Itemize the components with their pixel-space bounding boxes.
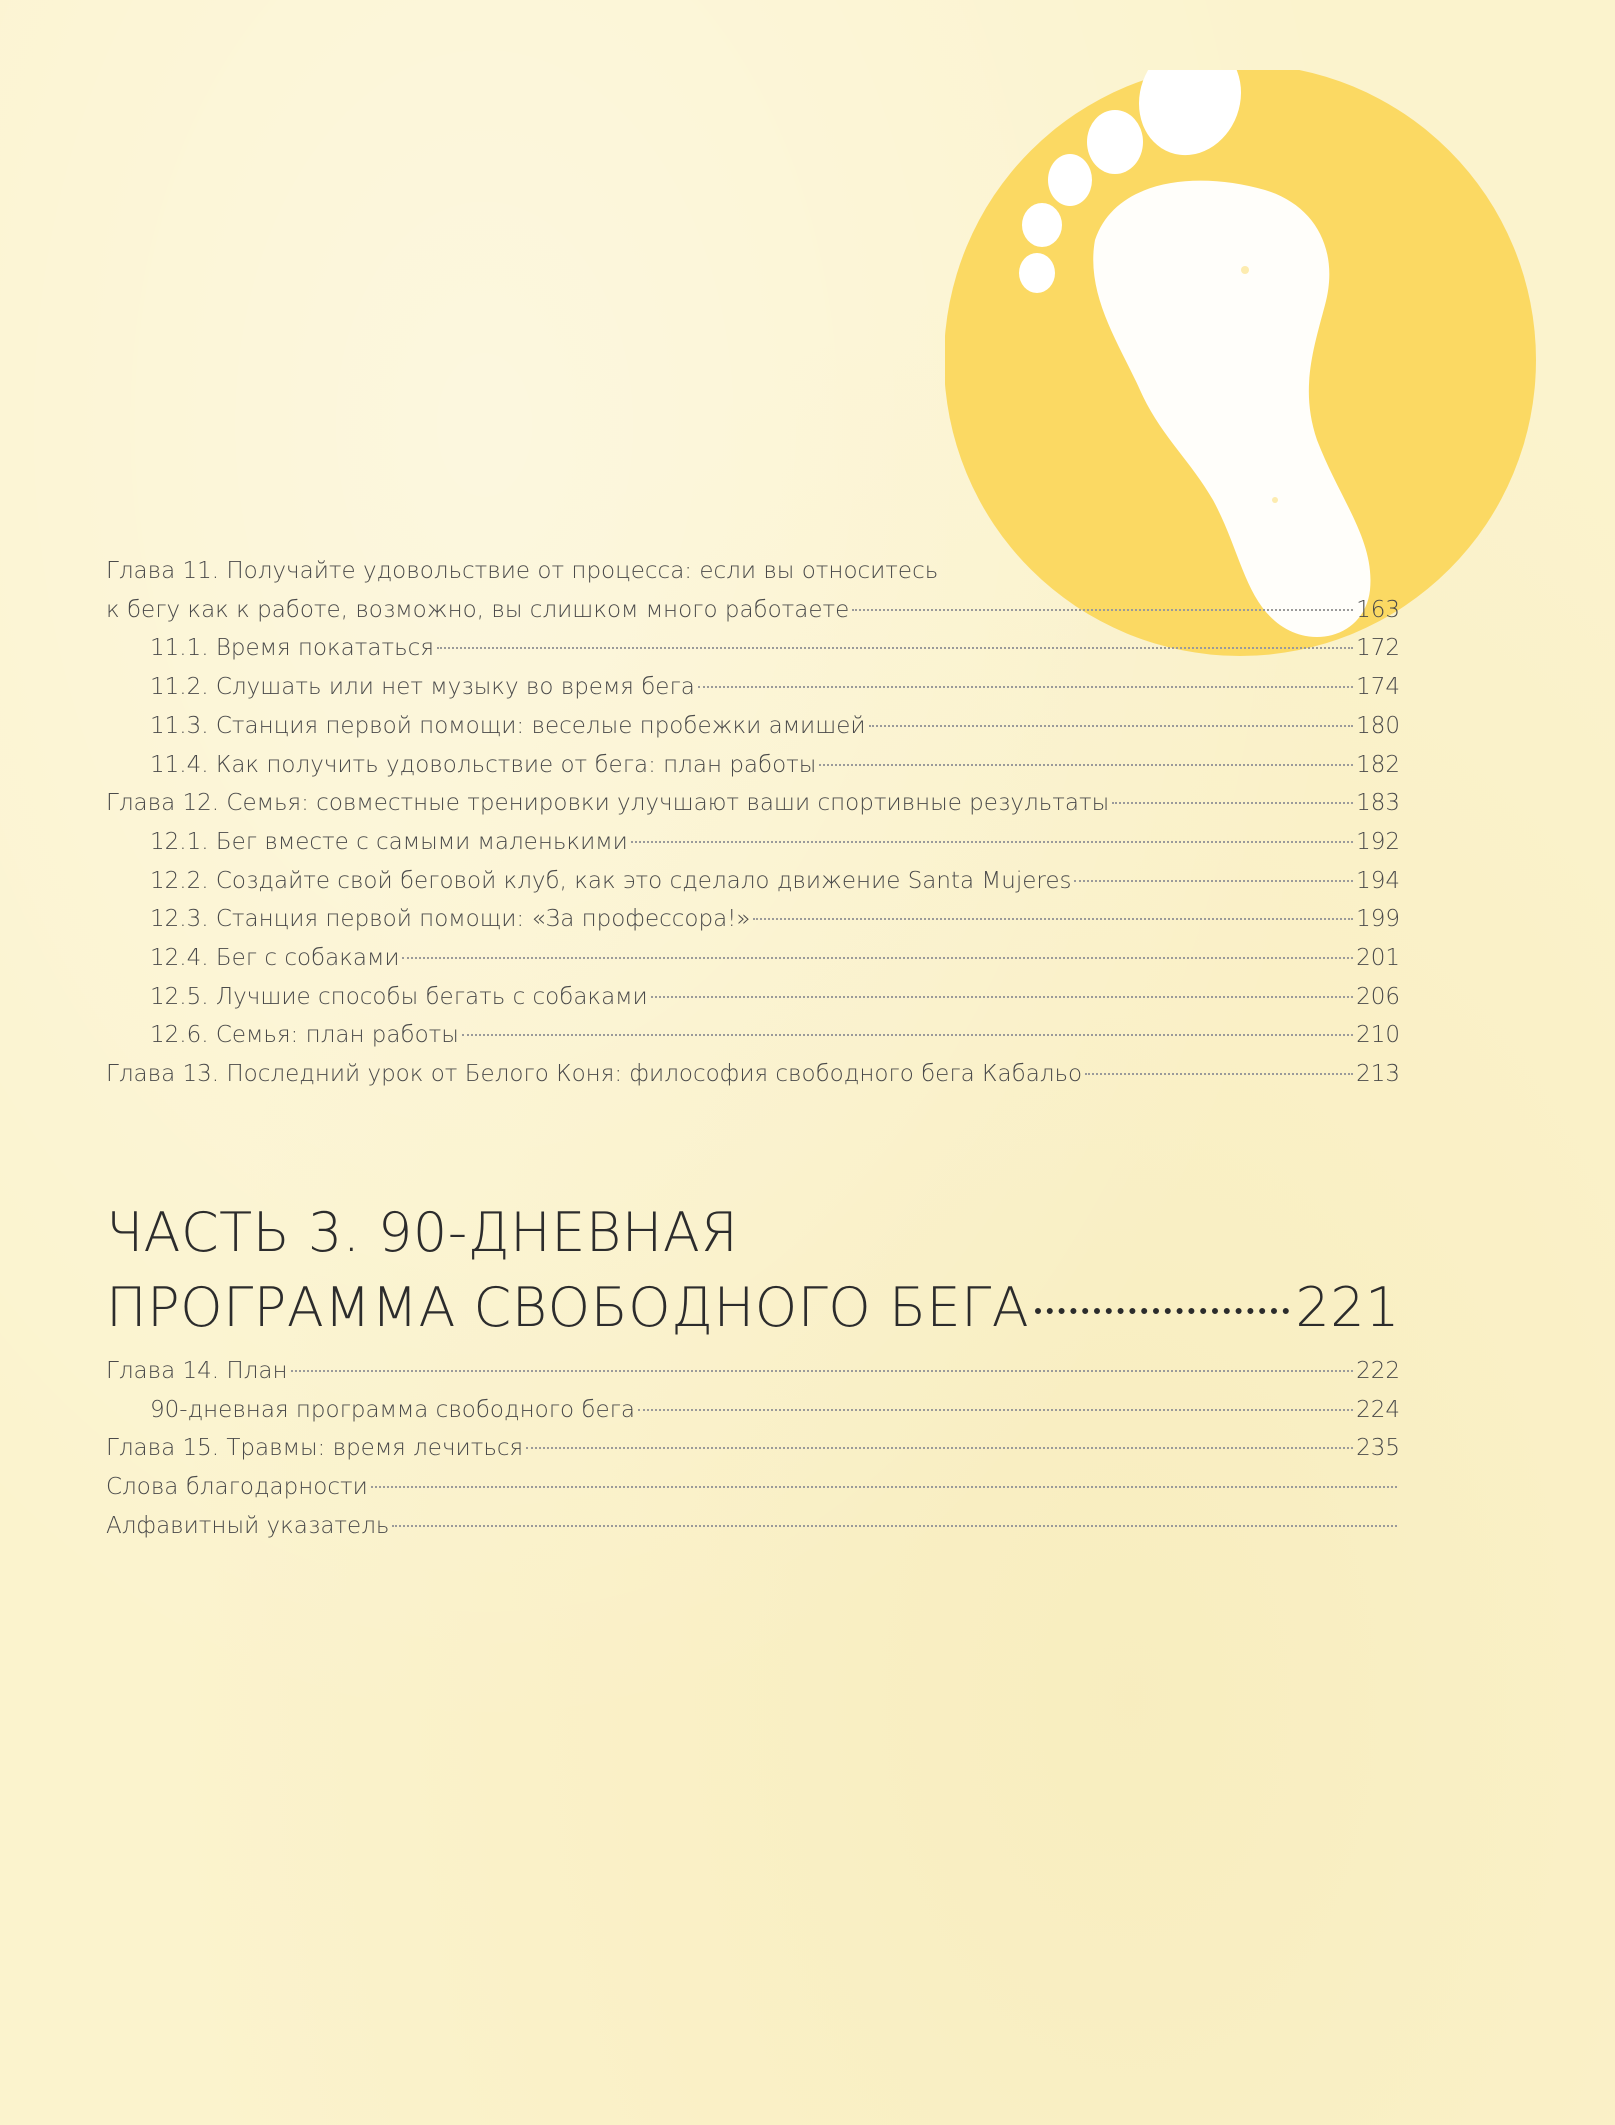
toc-page-number: 194 [1356, 867, 1400, 894]
toc-entry-title: 12.4. Бег с собаками [150, 945, 400, 972]
toc-entry-index[interactable] [106, 1507, 1400, 1546]
leader-dots [392, 1502, 1397, 1527]
toc-entry-title-line1: Глава 11. Получайте удовольствие от процесса: если вы относитесь [106, 558, 939, 584]
toc-entry-chapter-13[interactable] [106, 1055, 1400, 1094]
part-page-number: 221 [1295, 1276, 1400, 1339]
toc-page-number: 201 [1356, 945, 1400, 972]
toc-page-number: 182 [1356, 751, 1400, 778]
toc-entry-title: 90-дневная программа свободного бега [150, 1396, 635, 1423]
toc-entry-title: 12.2. Создайте свой беговой клуб, как это сделало движение Santa Mujeres [150, 867, 1072, 894]
toc-section-a [106, 552, 1400, 1094]
toc-page-number: 210 [1356, 1022, 1400, 1049]
part-heading[interactable] [106, 1200, 1400, 1341]
leader-dots [638, 1386, 1353, 1411]
toc-page-number: 192 [1356, 828, 1400, 855]
leader-dots [402, 934, 1353, 959]
toc-entry-title: 12.3. Станция первой помощи: «За профессора!» [150, 906, 751, 933]
toc-entry-title: 11.3. Станция первой помощи: веселые пробежки амишей [150, 712, 866, 739]
leader-dots [753, 895, 1353, 920]
toc-page-number: 224 [1356, 1396, 1400, 1423]
leader-dots [852, 586, 1353, 611]
toc-entry-title: 12.5. Лучшие способы бегать с собаками [150, 983, 648, 1010]
toc-entry-title: 11.1. Время покататься [150, 635, 434, 662]
leader-dots [631, 818, 1353, 843]
part-heading-line2: ПРОГРАММА СВОБОДНОГО БЕГА [106, 1276, 1030, 1339]
toc-page-number: 222 [1356, 1358, 1400, 1384]
toc-page-number: 213 [1356, 1061, 1400, 1088]
toc-entry-title-line2: к бегу как к работе, возможно, вы слишком много работаете [106, 596, 850, 623]
toc-page-number: 163 [1356, 596, 1400, 623]
toc-entry-title: 11.2. Слушать или нет музыку во время бега [150, 674, 695, 701]
leader-dots [819, 741, 1353, 766]
toc-entry-title: 11.4. Как получить удовольствие от бега: план работы [150, 751, 817, 778]
leader-dots [1074, 857, 1353, 882]
toc-entry-title: Глава 13. Последний урок от Белого Коня: философия свободного бега Кабальо [106, 1061, 1083, 1088]
leader-dots [291, 1347, 1354, 1372]
toc-entry-title: Слова благодарности [106, 1474, 368, 1501]
toc-page-number: 172 [1356, 635, 1400, 662]
toc-entry-title: 12.6. Семья: план работы [150, 1022, 459, 1049]
toc-entry-title: Алфавитный указатель [106, 1512, 390, 1539]
toc-page-number: 206 [1356, 983, 1400, 1010]
toc-entry-title: 12.1. Бег вместе с самыми маленькими [150, 828, 628, 855]
toc-entry-title: Глава 14. План [106, 1358, 288, 1384]
toc-entry-chapter-11[interactable] [106, 552, 1400, 629]
toc-page-number: 199 [1356, 906, 1400, 933]
leader-dots [651, 973, 1353, 998]
leader-dots [371, 1463, 1397, 1488]
toc-page-number: 235 [1356, 1435, 1400, 1462]
leader-dots [869, 702, 1354, 727]
leader-dots [698, 663, 1353, 688]
leader-dots [462, 1011, 1353, 1036]
leader-dots [437, 624, 1353, 649]
toc-page-number: 174 [1356, 674, 1400, 701]
toc-page-number: 183 [1356, 790, 1400, 817]
toc-entry-title: Глава 12. Семья: совместные тренировки улучшают ваши спортивные результаты [106, 790, 1110, 817]
leader-dots [1112, 779, 1353, 804]
toc-entry-title: Глава 15. Травмы: время лечиться [106, 1435, 524, 1462]
leader-dots [526, 1424, 1353, 1449]
toc-section-b [106, 1352, 1400, 1546]
part-heading-line1: ЧАСТЬ 3. 90-ДНЕВНАЯ [106, 1201, 739, 1264]
toc-page-number: 180 [1356, 712, 1400, 739]
leader-dots [1085, 1050, 1353, 1075]
leader-dots [1035, 1254, 1289, 1314]
